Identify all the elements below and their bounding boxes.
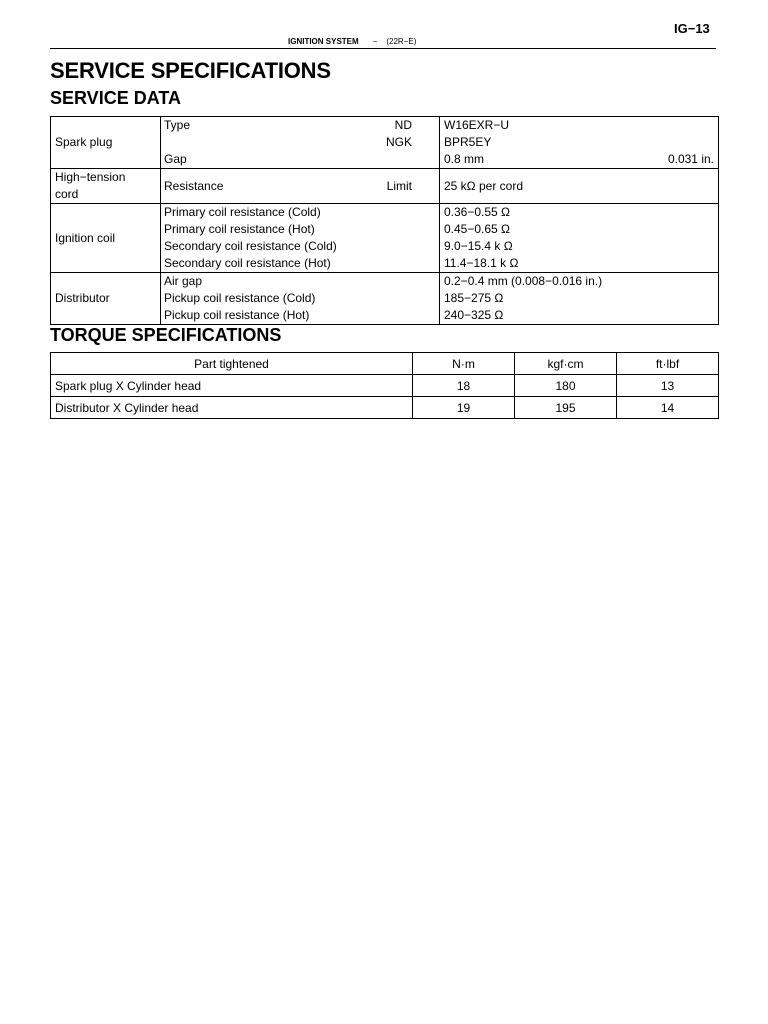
spark-plug-nd-value: W16EXR−U <box>444 118 510 132</box>
high-tension-cord-group-line2: cord <box>55 187 79 201</box>
high-tension-cord-group-line1: High−tension <box>55 170 126 184</box>
table-row <box>51 397 719 419</box>
high-tension-limit-label: Limit <box>386 178 412 193</box>
page-title: SERVICE SPECIFICATIONS <box>50 58 331 83</box>
torque-kgfcm: 180 <box>515 375 617 397</box>
running-header <box>288 37 416 46</box>
high-tension-resistance-value: 25 kΩ per cord <box>444 178 524 193</box>
ignition-coil-value: 11.4−18.1 k Ω <box>444 256 519 270</box>
torque-ftlbf: 14 <box>617 397 719 419</box>
distributor-label: Air gap <box>164 274 203 288</box>
spark-plug-gap-value: 0.8 mm <box>444 152 485 166</box>
ignition-coil-label: Secondary coil resistance (Hot) <box>164 256 331 270</box>
high-tension-resistance-label: Resistance <box>164 178 224 193</box>
ignition-coil-group: Ignition coil <box>51 204 161 273</box>
ignition-coil-value: 0.36−0.55 Ω <box>444 205 511 219</box>
torque-ftlbf: 13 <box>617 375 719 397</box>
spark-plug-group: Spark plug <box>51 117 161 169</box>
distributor-specs <box>161 273 440 325</box>
column-header-ftlbf: ft·lbf <box>617 353 719 375</box>
high-tension-cord-specs <box>161 169 440 204</box>
running-header-section: IGNITION SYSTEM <box>288 37 359 46</box>
torque-specifications-heading: TORQUE SPECIFICATIONS <box>50 325 282 345</box>
page-number: IG−13 <box>674 21 710 36</box>
spark-plug-gap-value-in: 0.031 in. <box>667 152 714 166</box>
torque-part: Spark plug X Cylinder head <box>51 375 413 397</box>
ignition-coil-specs <box>161 204 440 273</box>
torque-nm: 18 <box>413 375 515 397</box>
torque-kgfcm: 195 <box>515 397 617 419</box>
column-header-part: Part tightened <box>51 353 413 375</box>
header-rule <box>50 48 716 49</box>
service-data-heading: SERVICE DATA <box>50 88 182 108</box>
torque-part: Distributor X Cylinder head <box>51 397 413 419</box>
ignition-coil-label: Secondary coil resistance (Cold) <box>164 239 337 253</box>
distributor-label: Pickup coil resistance (Cold) <box>164 291 316 305</box>
distributor-values <box>440 273 719 325</box>
spark-plug-values <box>440 117 719 169</box>
high-tension-cord-row <box>51 169 719 204</box>
spark-plug-type-label: Type <box>164 118 191 132</box>
high-tension-cord-values <box>440 169 719 204</box>
ignition-coil-label: Primary coil resistance (Cold) <box>164 205 321 219</box>
distributor-label: Pickup coil resistance (Hot) <box>164 308 310 322</box>
ignition-coil-values <box>440 204 719 273</box>
ignition-coil-value: 0.45−0.65 Ω <box>444 222 511 236</box>
spark-plug-nd-label: ND <box>394 118 412 132</box>
torque-nm: 19 <box>413 397 515 419</box>
running-header-model: (22R−E) <box>386 37 417 46</box>
high-tension-cord-group <box>51 169 161 204</box>
distributor-value: 0.2−0.4 mm (0.008−0.016 in.) <box>444 274 603 288</box>
ignition-coil-row <box>51 204 719 273</box>
ignition-coil-label: Primary coil resistance (Hot) <box>164 222 315 236</box>
spark-plug-specs <box>161 117 440 169</box>
torque-header-row <box>51 353 719 375</box>
spark-plug-gap-label: Gap <box>164 152 187 166</box>
distributor-value: 185−275 Ω <box>444 291 504 305</box>
service-data-table <box>50 116 719 325</box>
torque-table <box>50 352 719 419</box>
spark-plug-row <box>51 117 719 169</box>
spark-plug-ngk-value: BPR5EY <box>444 135 492 149</box>
running-header-separator: − <box>372 37 378 46</box>
ignition-coil-value: 9.0−15.4 k Ω <box>444 239 513 253</box>
table-row <box>51 375 719 397</box>
column-header-nm: N·m <box>413 353 515 375</box>
column-header-kgfcm: kgf·cm <box>515 353 617 375</box>
spark-plug-ngk-label: NGK <box>385 135 412 149</box>
distributor-value: 240−325 Ω <box>444 308 504 322</box>
distributor-row <box>51 273 719 325</box>
distributor-group: Distributor <box>51 273 161 325</box>
